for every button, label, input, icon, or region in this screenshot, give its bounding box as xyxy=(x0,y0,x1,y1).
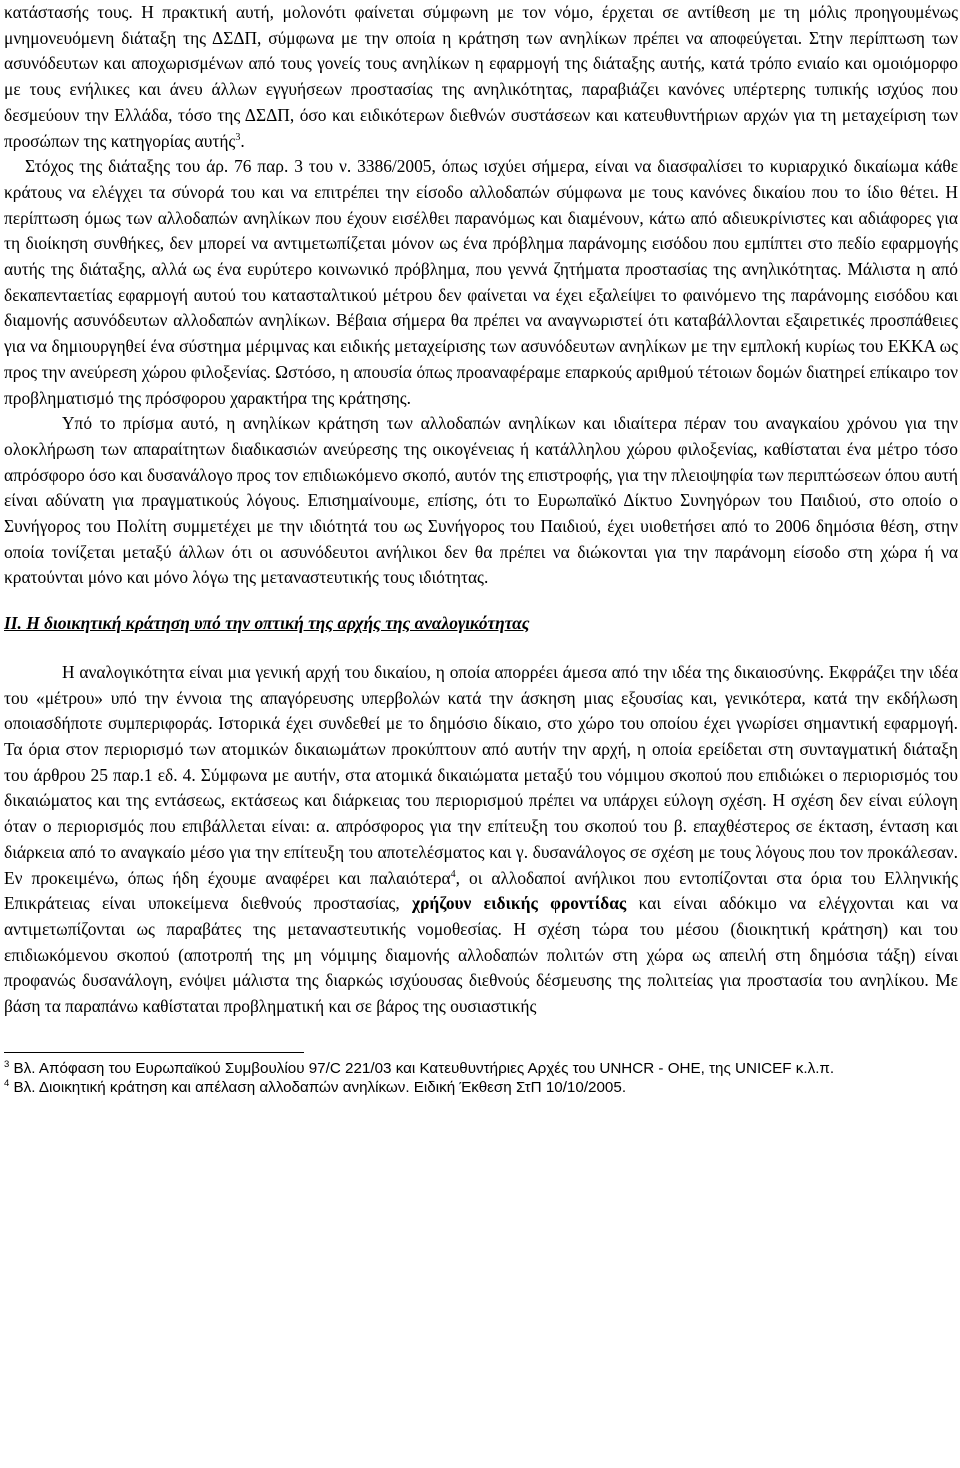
footnote-3-text: Βλ. Απόφαση του Ευρωπαϊκού Συμβουλίου 97/C 221/03 και Κατευθυντήριες Αρχές του UNHCR - ΟΗΕ, της UNICEF κ.λ.π. xyxy=(13,1059,835,1077)
paragraph-1-text: κατάστασής τους. Η πρακτική αυτή, μολονότι φαίνεται σύμφωνη με τον νόμο, έρχεται σε αντίθεση με τη μόλις προηγουμένως μνημονευόμενη διάταξη της ΔΣΔΠ, σύμφωνα με την οποία η κράτηση των ανηλίκων πρέπει να αποφεύγεται. Στην περίπτωση των ασυνόδευτων και αποχωρισμένων από τους γονείς τους ανηλίκων η εφαρμογή της διάταξης αυτής, κατά τρόπο ενιαίο και ομοιόμορφο με τους ενήλικες και άνευ άλλων εγγυήσεων προστασίας της ανηλικότητας, παραβιάζει κανόνες υπέρτερης τυπικής ισχύος που δεσμεύουν την Ελλάδα, τόσο της ΔΣΔΠ, όσο και ειδικότερων διεθνών συστάσεων και κατευθυντήριων αρχών για τη μεταχείριση των προσώπων της κατηγορίας αυτής xyxy=(4,2,958,151)
footnote-separator xyxy=(4,1052,304,1053)
paragraph-1-text-end: . xyxy=(240,130,245,151)
paragraph-1-continued: Στόχος της διάταξης του άρ. 76 παρ. 3 του ν. 3386/2005, όπως ισχύει σήμερα, είναι να διασφαλίσει το κυριαρχικό δικαίωμα κάθε κράτους να ελέγχει τα σύνορά του και να επιτρέπει την είσοδο αλλοδαπών σύμφωνα με τους κανόνες δικαίου που το ίδιο θέτει. Η περίπτωση όμως των αλλοδαπών ανηλίκων που έχουν εισέλθει παρανόμως και διαμένουν, κάτω από αδιευκρίνιστες και αδιάφορες για τη διοίκηση συνθήκες, δεν μπορεί να αντιμετωπίζεται μόνον ως ένα πρόβλημα παράνομης εισόδου που εμπίπτει στο πεδίο εφαρμογής αυτής της διάταξης, αλλά ως ένα ευρύτερο κοινωνικό πρόβλημα, που γεννά ζητήματα προστασίας της ανηλικότητας. Μάλιστα η από δεκαπενταετίας εφαρμογή αυτού του κατασταλτικού μέτρου δεν φαίνεται να έχει εξαλείψει το φαινόμενο της παράνομης εισόδου και διαμονής ασυνόδευτων αλλοδαπών ανηλίκων. Βέβαια σήμερα θα πρέπει να αναγνωριστεί ότι καταβάλλονται εξαιρετικές προσπάθειες για να δημιουργηθεί ένα σύστημα μέριμνας και ειδικής μεταχείρισης των ασυνόδευτων ανηλίκων με την εμπλοκή κυρίως του ΕΚΚΑ ως προς την ανεύρεση χώρου φιλοξενίας. Ωστόσο, η απουσία όπως προαναφέραμε επαρκούς αριθμού τέτοιων δομών διατηρεί επίκαιρο τον προβληματισμό της πρόσφορου χαρακτήρα της κράτησης. xyxy=(4,156,958,408)
footnote-4 xyxy=(4,1078,958,1097)
footnote-4-text: Βλ. Διοικητική κράτηση και απέλαση αλλοδαπών ανηλίκων. Ειδική Έκθεση ΣτΠ 10/10/2005. xyxy=(13,1078,627,1096)
footnote-ref-4[interactable]: 4 xyxy=(450,868,456,880)
footnote-ref-3[interactable]: 3 xyxy=(235,131,241,143)
footnote-4-number: 4 xyxy=(4,1077,10,1089)
footnote-3-number: 3 xyxy=(4,1058,10,1070)
body-paragraph-3 xyxy=(4,660,958,1020)
paragraph-3-text: Η αναλογικότητα είναι μια γενική αρχή του δικαίου, η οποία απορρέει άμεσα από την ιδέα της δικαιοσύνης. Εκφράζει την ιδέα του «μέτρου» υπό την έννοια της απαγόρευσης υπερβολών κατά την άσκηση μιας εξουσίας και, γενικότερα, κατά την εκδήλωση οποιασδήποτε συμπεριφοράς. Ιστορικά έχει συνδεθεί με το δημόσιο δίκαιο, στο χώρο του οποίου έχει γνωρίσει σημαντική εφαρμογή. Τα όρια στον περιορισμό των ατομικών δικαιωμάτων προκύπτουν από αυτήν την αρχή, η οποία ερείδεται στη συνταγματική διάταξη του άρθρου 25 παρ.1 εδ. 4. Σύμφωνα με αυτήν, στα ατομικά δικαιώματα μεταξύ του νόμιμου σκοπού που επιδιώκει ο περιορισμός του δικαιώματος και της εντάσεως, εκτάσεως και διάρκειας του περιορισμού πρέπει να υπάρχει εύλογη σχέση. Η σχέση δεν είναι εύλογη όταν ο περιορισμός που επιβάλλεται είναι: α. απρόσφορος για την επίτευξη του σκοπού του β. επαχθέστερος σε έκταση, ένταση και διάρκεια από το αναγκαίο μέσο για την επίτευξη του αποτελέσματος και γ. δυσανάλογος σε σχέση με τους λόγους που τον προκάλεσαν. Εν προκειμένω, όπως ήδη έχουμε αναφέρει και παλαιότερα xyxy=(4,661,958,888)
body-paragraph-1 xyxy=(4,0,958,411)
paragraph-3-bold-phrase: χρήζουν ειδικής φροντίδας xyxy=(412,893,627,914)
footnote-3 xyxy=(4,1059,958,1078)
paragraph-3-text-end: και είναι αδόκιμο να ελέγχονται και να αντιμετωπίζονται ως παραβάτες της μεταναστευτικής νομοθεσίας. Η σχέση τώρα του μέσου (διοικητική κράτηση) και του επιδιωκόμενου σκοπού (αποτροπή της μη νόμιμης διαμονής αλλοδαπών πολιτών στη χώρα ως απειλή στη δημόσια τάξη) είναι προφανώς δυσανάλογη, ενόψει μάλιστα της διαρκώς ισχύουσας διεθνούς δέσμευσης της πολιτείας για προστασία του ανηλίκου. Με βάση τα παραπάνω καθίσταται προβληματική και σε βάρος της ουσιαστικής xyxy=(4,893,958,1017)
section-heading: ΙΙ. Η διοικητική κράτηση υπό την οπτική της αρχής της αναλογικότητας xyxy=(4,613,530,634)
paragraph-3-text-mid: , οι αλλοδαποί ανήλικοι που εντοπίζονται στα όρια του Ελληνικής Επικράτειας είναι υποκείμενα διεθνούς προστασίας, xyxy=(4,867,958,914)
body-paragraph-2: Υπό το πρίσμα αυτό, η ανηλίκων κράτηση των αλλοδαπών ανηλίκων και ιδιαίτερα πέραν του αναγκαίου χρόνου για την ολοκλήρωση των απαραίτητων διαδικασιών ανεύρεσης της οικογένειας ή κατάλληλου χώρου φιλοξενίας, καθίσταται ένα μέτρο τόσο απρόσφορο όσο και δυσανάλογο προς τον επιδιωκόμενο σκοπό, αυτόν της επιστροφής, για την πλειοψηφία των περιπτώσεων όπου αυτή είναι αδύνατη για πραγματικούς λόγους. Επισημαίνουμε, επίσης, ότι το Ευρωπαϊκό Δίκτυο Συνηγόρων του Παιδιού, στο οποίο ο Συνήγορος του Πολίτη συμμετέχει με την ιδιότητά του ως Συνήγορος του Παιδιού, έχει υιοθετήσει από το 2006 δημόσια θέση, στην οποία τονίζεται μεταξύ άλλων ότι οι ασυνόδευτοι ανήλικοι δεν θα πρέπει να διώκονται για την παράνομη είσοδο στη χώρα ή να κρατούνται μόνο και μόνο λόγω της μεταναστευτικής τους ιδιότητας. xyxy=(4,413,958,588)
